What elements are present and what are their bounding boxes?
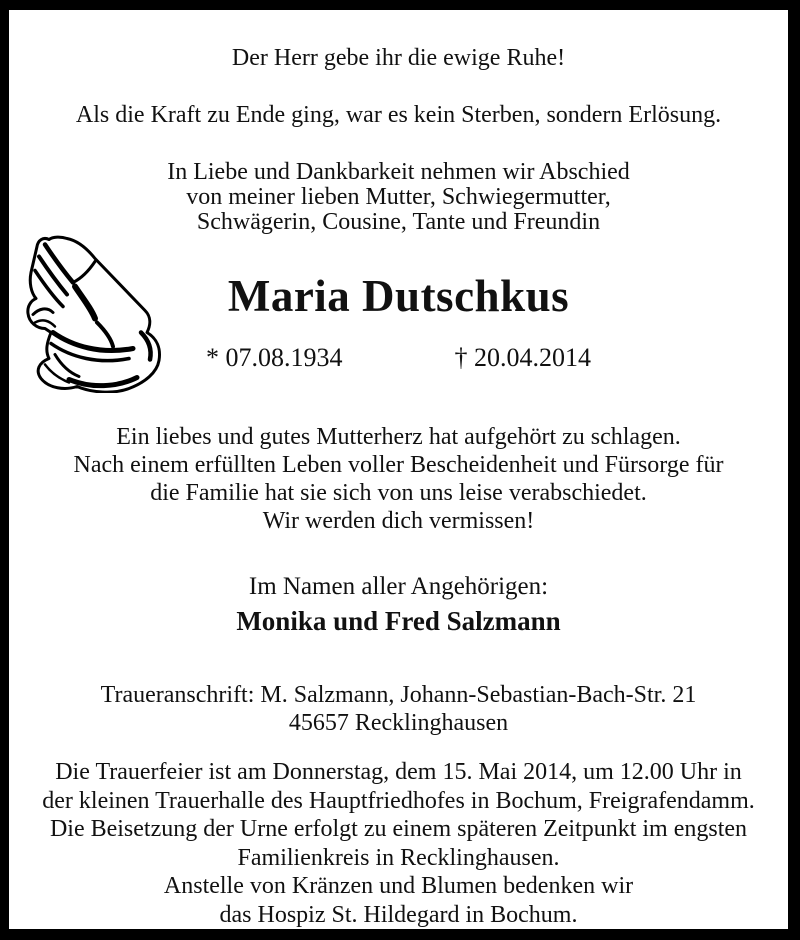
tribute-line: Nach einem erfüllten Leben voller Bescheidenheit und Fürsorge für <box>73 452 724 478</box>
deceased-name: Maria Dutschkus <box>227 271 570 321</box>
epigraph-line-1: Der Herr gebe ihr die ewige Ruhe! <box>231 45 566 71</box>
deceased-section <box>9 235 788 407</box>
funeral-line: Die Trauerfeier ist am Donnerstag, dem 15. Mai 2014, um 12.00 Uhr in <box>55 759 742 785</box>
mourners-names: Monika und Fred Salzmann <box>236 606 561 636</box>
obituary-notice <box>9 10 788 929</box>
tribute-paragraph <box>9 423 788 535</box>
tribute-line: die Familie hat sie sich von uns leise verabschiedet. <box>150 480 647 506</box>
birth-date: * 07.08.1934 <box>206 343 343 372</box>
funeral-line: das Hospiz St. Hildegard in Bochum. <box>219 901 578 928</box>
intro-paragraph <box>9 160 788 235</box>
funeral-details <box>9 758 788 929</box>
intro-line: von meiner lieben Mutter, Schwiegermutter, <box>186 184 611 210</box>
mourners-intro: Im Namen aller Angehörigen: <box>248 573 549 600</box>
funeral-line: der kleinen Trauerhalle des Hauptfriedhofes in Bochum, Freigrafendamm. <box>42 787 755 814</box>
epigraph-line-2: Als die Kraft zu Ende ging, war es kein Sterben, sondern Erlösung. <box>75 102 722 128</box>
intro-line: In Liebe und Dankbarkeit nehmen wir Abschied <box>167 159 630 185</box>
address-line: Traueranschrift: M. Salzmann, Johann-Sebastian-Bach-Str. 21 <box>100 682 697 708</box>
death-date: † 20.04.2014 <box>454 343 591 372</box>
funeral-line: Die Beisetzung der Urne erfolgt zu einem späteren Zeitpunkt im engsten <box>49 816 748 842</box>
funeral-line: Anstelle von Kränzen und Blumen bedenken wir <box>163 873 634 899</box>
praying-hands-icon <box>25 235 165 393</box>
intro-line: Schwägerin, Cousine, Tante und Freundin <box>196 209 601 235</box>
address-line: 45657 Recklinghausen <box>288 710 509 736</box>
tribute-line: Wir werden dich vermissen! <box>262 508 535 534</box>
funeral-line: Familienkreis in Recklinghausen. <box>237 844 560 871</box>
tribute-line: Ein liebes und gutes Mutterherz hat aufgehört zu schlagen. <box>116 424 681 450</box>
condolence-address <box>9 681 788 737</box>
